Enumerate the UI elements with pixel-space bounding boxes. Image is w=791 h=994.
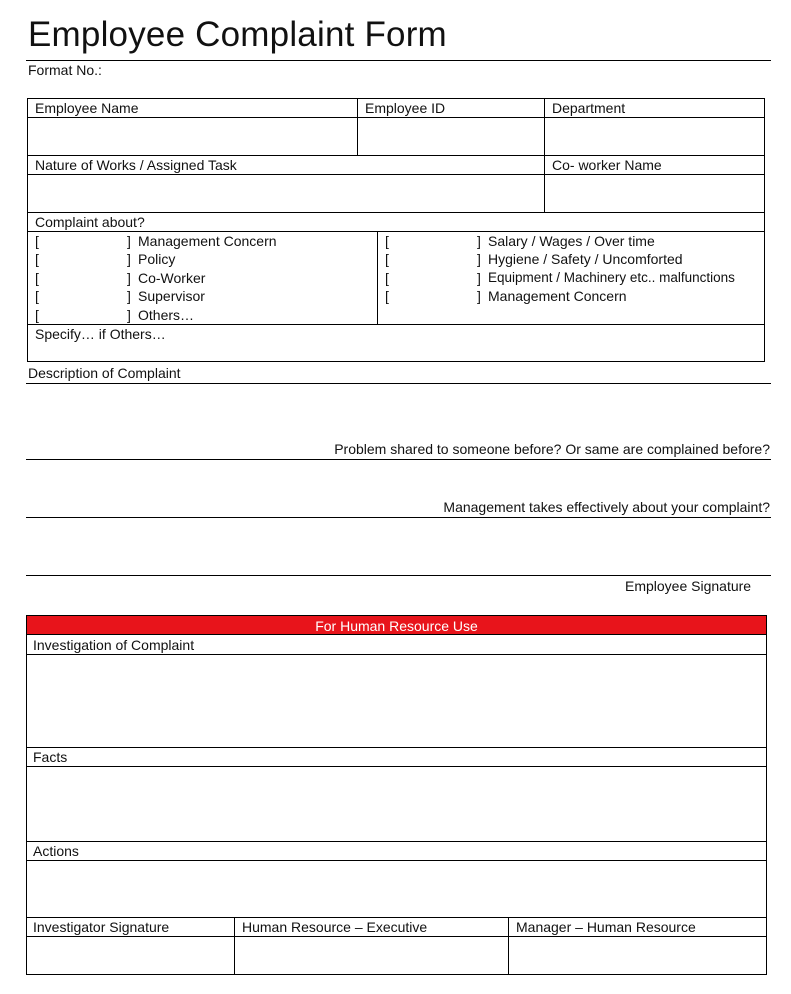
bracket-close: ] [127,251,131,267]
shared-before-field[interactable] [26,461,771,499]
option-label: Management Concern [138,233,277,249]
option-label: Salary / Wages / Over time [488,233,655,249]
row-divider [26,747,767,748]
bracket-open: [ [35,270,39,286]
description-underline [26,383,771,384]
option-label: Policy [138,251,176,267]
bracket-open: [ [35,307,39,323]
manager-hr-signature-field[interactable] [509,937,766,974]
employee-id-label: Employee ID [365,100,446,116]
option-label: Supervisor [138,288,205,304]
actions-field[interactable] [27,861,766,916]
checkbox-option[interactable] [35,306,355,324]
title-underline [26,60,771,61]
facts-label: Facts [33,749,68,765]
investigation-field[interactable] [27,655,766,746]
checkbox-option[interactable] [385,287,761,305]
row-divider [26,841,767,842]
department-field[interactable] [545,118,764,154]
bracket-open: [ [385,251,389,267]
bracket-close: ] [477,251,481,267]
checkbox-option[interactable] [35,287,355,305]
checkbox-option[interactable] [35,250,355,268]
department-label: Department [552,100,626,116]
bracket-close: ] [127,270,131,286]
specify-others-field[interactable] [200,325,760,361]
bracket-open: [ [385,288,389,304]
option-label: Equipment / Machinery etc.. malfunctions [488,270,735,285]
checkbox-option[interactable] [35,269,355,287]
manager-hr-label: Manager – Human Resource [516,919,696,935]
nature-of-works-field[interactable] [28,175,543,211]
employee-signature-label: Employee Signature [625,578,752,594]
bracket-open: [ [35,251,39,267]
description-label: Description of Complaint [28,365,181,381]
hr-executive-signature-field[interactable] [235,937,507,974]
actions-label: Actions [33,843,79,859]
option-label: Management Concern [488,288,627,304]
coworker-name-label: Co- worker Name [552,157,662,173]
description-field[interactable] [26,385,771,440]
option-label: Co-Worker [138,270,206,286]
employee-name-field[interactable] [28,118,356,154]
specify-others-label: Specify… if Others… [35,326,166,342]
bracket-close: ] [127,288,131,304]
bracket-open: [ [35,288,39,304]
option-label: Hygiene / Safety / Uncomforted [488,251,683,267]
checkbox-option[interactable] [385,232,761,250]
management-effective-field[interactable] [26,519,771,574]
col-divider [377,231,378,324]
management-effective-underline [26,517,771,518]
investigator-signature-field[interactable] [27,937,233,974]
hr-use-banner: For Human Resource Use [26,615,767,635]
format-no-label: Format No.: [28,62,102,78]
bracket-open: [ [385,233,389,249]
nature-of-works-label: Nature of Works / Assigned Task [35,157,237,173]
checkbox-option[interactable] [35,232,355,250]
facts-field[interactable] [27,767,766,840]
investigation-label: Investigation of Complaint [33,637,195,653]
bracket-open: [ [385,270,389,286]
page-title: Employee Complaint Form [28,15,447,54]
checkbox-option[interactable] [385,250,761,268]
bracket-close: ] [477,288,481,304]
coworker-name-field[interactable] [545,175,764,211]
shared-before-label: Problem shared to someone before? Or same are complained before? [334,441,770,457]
investigator-signature-label: Investigator Signature [33,919,170,935]
bracket-close: ] [127,307,131,323]
management-effective-label: Management takes effectively about your complaint? [443,499,770,515]
signature-line [26,575,771,576]
complaint-about-label: Complaint about? [35,214,145,230]
bracket-close: ] [127,233,131,249]
bracket-close: ] [477,270,481,286]
option-label: Others… [138,307,195,323]
bracket-close: ] [477,233,481,249]
bracket-open: [ [35,233,39,249]
shared-before-underline [26,459,771,460]
checkbox-option[interactable] [385,269,761,287]
employee-id-field[interactable] [358,118,543,154]
hr-executive-label: Human Resource – Executive [242,919,428,935]
employee-name-label: Employee Name [35,100,139,116]
